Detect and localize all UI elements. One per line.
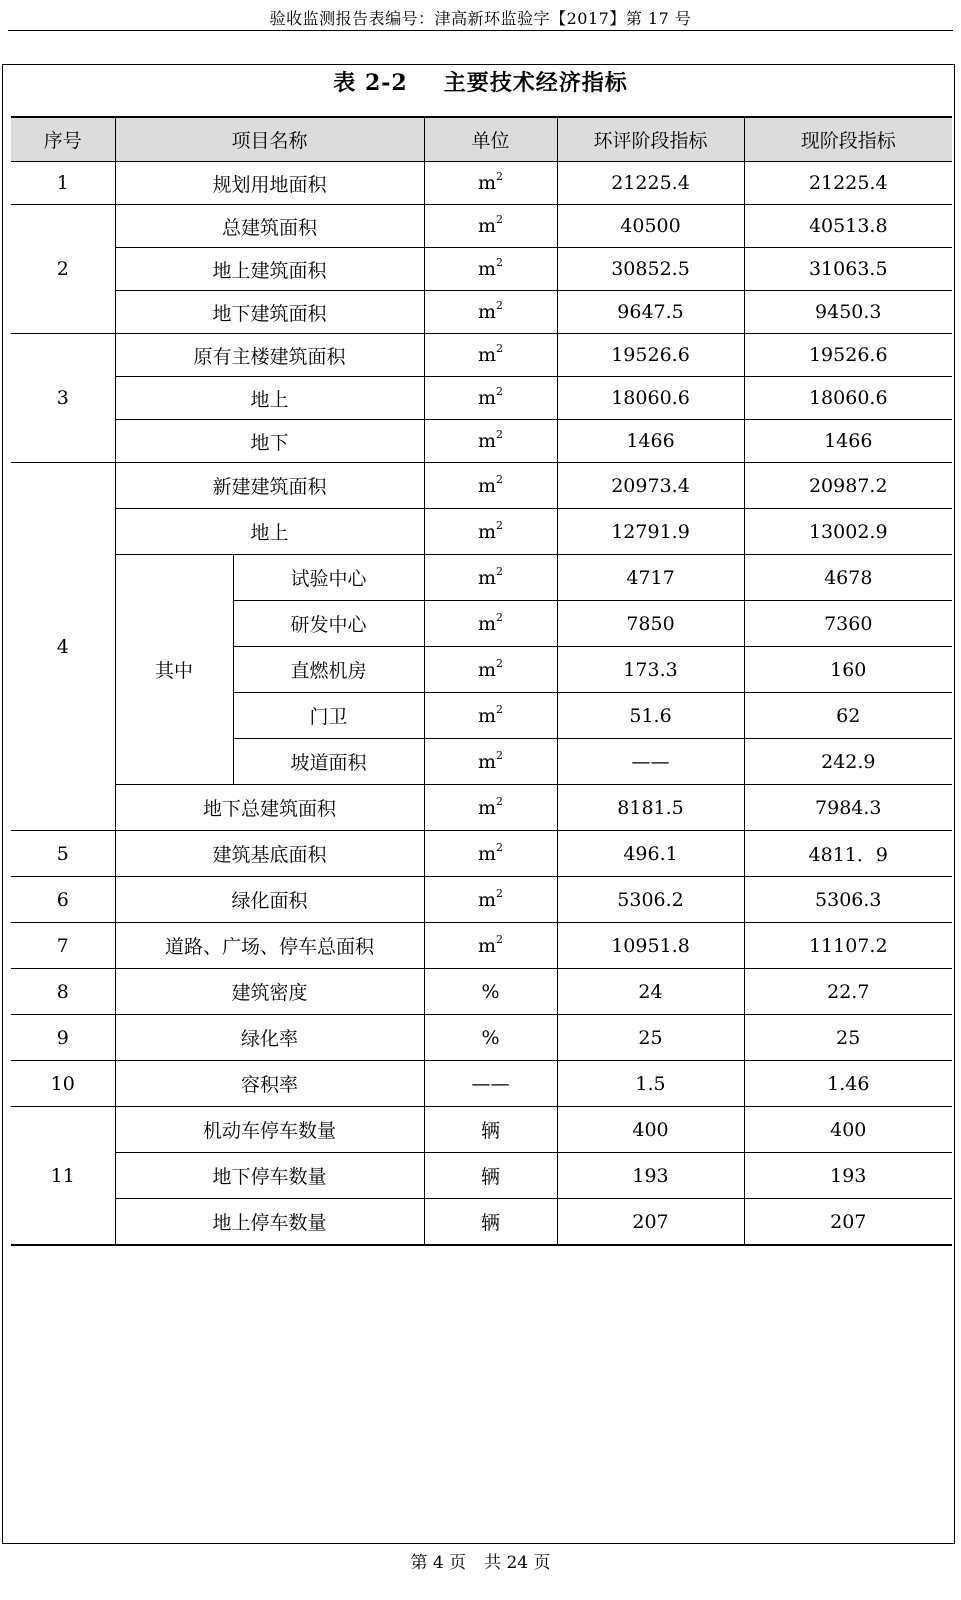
row-name: 地下	[115, 420, 424, 463]
row-eia: 1466	[557, 420, 744, 463]
table-row	[11, 377, 952, 420]
row-name: 绿化面积	[115, 877, 424, 923]
row-now: 9450.3	[744, 291, 952, 334]
row-now: 4811．9	[744, 831, 952, 877]
row-unit: $m^2$	[424, 334, 557, 377]
table-row	[11, 205, 952, 248]
table-row	[11, 969, 952, 1015]
row-unit: $m^2$	[424, 647, 557, 693]
row-no: 5	[11, 831, 115, 877]
row-unit: $m^2$	[424, 601, 557, 647]
row-no: 6	[11, 877, 115, 923]
row-unit: $m^2$	[424, 248, 557, 291]
row-now: 400	[744, 1107, 952, 1153]
row-eia: 19526.6	[557, 334, 744, 377]
row-name: 地下总建筑面积	[115, 785, 424, 831]
row-unit: $m^2$	[424, 509, 557, 555]
row-unit: $m^2$	[424, 739, 557, 785]
table-name: 主要技术经济指标	[443, 70, 628, 96]
row-unit: 辆	[424, 1199, 557, 1246]
col-header-eia: 环评阶段指标	[557, 117, 744, 162]
page-total: 共 24 页	[484, 1553, 551, 1573]
page-footer	[0, 1548, 961, 1573]
row-now: 5306.3	[744, 877, 952, 923]
table-row	[11, 162, 952, 205]
row-unit: ——	[424, 1061, 557, 1107]
col-header-name: 项目名称	[115, 117, 424, 162]
col-header-unit: 单位	[424, 117, 557, 162]
row-name: 直燃机房	[233, 647, 424, 693]
row-eia: 21225.4	[557, 162, 744, 205]
row-name: 地上停车数量	[115, 1199, 424, 1246]
col-header-now: 现阶段指标	[744, 117, 952, 162]
table-row	[11, 877, 952, 923]
row-unit: %	[424, 1015, 557, 1061]
row-now: 40513.8	[744, 205, 952, 248]
row-name: 容积率	[115, 1061, 424, 1107]
row-eia: 8181.5	[557, 785, 744, 831]
row-now: 11107.2	[744, 923, 952, 969]
row-unit: $m^2$	[424, 693, 557, 739]
row-name: 地上建筑面积	[115, 248, 424, 291]
row-now: 25	[744, 1015, 952, 1061]
row-now: 242.9	[744, 739, 952, 785]
row-name: 道路、广场、停车总面积	[115, 923, 424, 969]
table-number: 表 2-2	[333, 70, 408, 96]
row-eia: 7850	[557, 601, 744, 647]
row-name: 建筑基底面积	[115, 831, 424, 877]
row-unit: $m^2$	[424, 555, 557, 601]
row-unit: %	[424, 969, 557, 1015]
row-eia: 10951.8	[557, 923, 744, 969]
table-row	[11, 831, 952, 877]
table-header-row	[11, 117, 952, 162]
row-unit: $m^2$	[424, 785, 557, 831]
row-eia: 25	[557, 1015, 744, 1061]
row-name: 原有主楼建筑面积	[115, 334, 424, 377]
row-now: 7360	[744, 601, 952, 647]
row-eia: 40500	[557, 205, 744, 248]
row-no: 9	[11, 1015, 115, 1061]
row-unit: $m^2$	[424, 923, 557, 969]
row-unit: $m^2$	[424, 877, 557, 923]
row-unit: $m^2$	[424, 291, 557, 334]
row-name: 规划用地面积	[115, 162, 424, 205]
row-now: 20987.2	[744, 463, 952, 509]
table-row	[11, 334, 952, 377]
row-unit: 辆	[424, 1107, 557, 1153]
row-now: 4678	[744, 555, 952, 601]
row-now: 1466	[744, 420, 952, 463]
row-eia: 207	[557, 1199, 744, 1246]
table-row	[11, 1107, 952, 1153]
row-eia: 20973.4	[557, 463, 744, 509]
row-eia: 51.6	[557, 693, 744, 739]
row-unit: 辆	[424, 1153, 557, 1199]
row-now: 62	[744, 693, 952, 739]
row-no: 4	[11, 463, 115, 831]
table-title	[0, 66, 961, 97]
row-now: 7984.3	[744, 785, 952, 831]
row-now: 31063.5	[744, 248, 952, 291]
table-row	[11, 420, 952, 463]
row-eia: 4717	[557, 555, 744, 601]
row-eia: 12791.9	[557, 509, 744, 555]
row-eia: 193	[557, 1153, 744, 1199]
row-eia: 1.5	[557, 1061, 744, 1107]
row-name: 建筑密度	[115, 969, 424, 1015]
row-name: 坡道面积	[233, 739, 424, 785]
table-row	[11, 248, 952, 291]
row-no: 1	[11, 162, 115, 205]
row-name: 地上	[115, 377, 424, 420]
row-no: 2	[11, 205, 115, 334]
row-name: 试验中心	[233, 555, 424, 601]
row-name: 地上	[115, 509, 424, 555]
row-eia: 400	[557, 1107, 744, 1153]
row-now: 19526.6	[744, 334, 952, 377]
row-no: 11	[11, 1107, 115, 1246]
group-label: 其中	[115, 555, 233, 785]
row-now: 160	[744, 647, 952, 693]
row-unit: $m^2$	[424, 420, 557, 463]
table-row	[11, 1199, 952, 1246]
row-unit: $m^2$	[424, 377, 557, 420]
table-row	[11, 1061, 952, 1107]
table-row	[11, 1015, 952, 1061]
row-unit: $m^2$	[424, 831, 557, 877]
row-unit: $m^2$	[424, 463, 557, 509]
row-now: 22.7	[744, 969, 952, 1015]
row-now: 1.46	[744, 1061, 952, 1107]
row-no: 10	[11, 1061, 115, 1107]
table-row	[11, 509, 952, 555]
row-name: 绿化率	[115, 1015, 424, 1061]
row-eia: 173.3	[557, 647, 744, 693]
row-unit: $m^2$	[424, 162, 557, 205]
indicator-table	[11, 116, 952, 1246]
row-unit: $m^2$	[424, 205, 557, 248]
col-header-no: 序号	[11, 117, 115, 162]
header-rule	[8, 30, 953, 31]
row-no: 8	[11, 969, 115, 1015]
row-name: 机动车停车数量	[115, 1107, 424, 1153]
page-number: 第 4 页	[410, 1553, 467, 1573]
row-now: 207	[744, 1199, 952, 1246]
table-row	[11, 785, 952, 831]
row-name: 地下停车数量	[115, 1153, 424, 1199]
row-now: 18060.6	[744, 377, 952, 420]
row-no: 3	[11, 334, 115, 463]
row-eia: 24	[557, 969, 744, 1015]
table-row	[11, 291, 952, 334]
row-eia: 5306.2	[557, 877, 744, 923]
table-row	[11, 923, 952, 969]
report-header: 验收监测报告表编号：津高新环监验字【2017】第 17 号	[269, 9, 692, 28]
row-name: 总建筑面积	[115, 205, 424, 248]
row-name: 研发中心	[233, 601, 424, 647]
row-eia: ——	[557, 739, 744, 785]
table-row	[11, 1153, 952, 1199]
row-name: 新建建筑面积	[115, 463, 424, 509]
row-name: 地下建筑面积	[115, 291, 424, 334]
table-row	[11, 463, 952, 509]
row-now: 193	[744, 1153, 952, 1199]
table-row	[11, 555, 952, 601]
row-eia: 9647.5	[557, 291, 744, 334]
row-eia: 496.1	[557, 831, 744, 877]
row-now: 21225.4	[744, 162, 952, 205]
row-eia: 18060.6	[557, 377, 744, 420]
row-now: 13002.9	[744, 509, 952, 555]
row-no: 7	[11, 923, 115, 969]
row-eia: 30852.5	[557, 248, 744, 291]
row-name: 门卫	[233, 693, 424, 739]
